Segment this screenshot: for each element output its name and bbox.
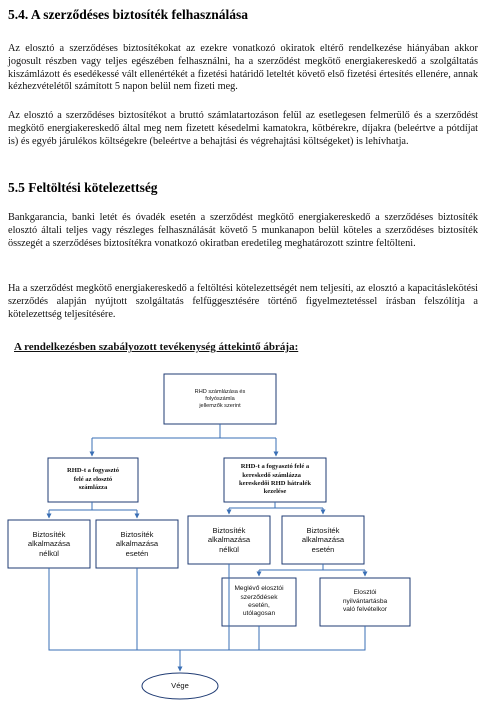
paragraph-topup-obligation: Bankgarancia, banki letét és óvadék esetén a szerződést megkötő energiakereskedő a szerződéses biztosíték elosztó általi teljes vagy részleges felhasználását követő 5 munkanapon belül köteles a szerződéses biztosíték összegét a szerződéses biztosítékra vonatkozó okiratban eredetileg meghatározott szintre feltölteni.	[8, 212, 478, 249]
section-heading-5-5: 5.5 Feltöltési kötelezettség	[8, 180, 158, 195]
connector-left-split	[49, 502, 137, 518]
connector-rrb-to-end	[180, 626, 365, 650]
connector-ll-to-end	[49, 568, 180, 650]
node-start-label: RHD számlázása és folyószámla jellemzők szerint	[194, 388, 246, 409]
connector-start-split	[92, 424, 276, 456]
node-ll-label: Biztosíték alkalmazása nélkül	[27, 529, 71, 558]
connector-rr-split	[259, 564, 365, 576]
node-rr-label: Biztosíték alkalmazása esetén	[301, 525, 345, 554]
node-rr-b-label: Elosztói nyilvántartásba való felvételkor	[342, 589, 388, 614]
node-rr-a-label: Meglévő elosztói szerződések esetén, utólagosan	[234, 585, 284, 618]
node-left-branch-label: RHD-t a fogyasztó felé az elosztó számlázza	[66, 467, 119, 492]
node-right-branch-label: RHD-t a fogyasztó felé a kereskedő számlázza ⃞ kereskedői RHD hátralék kezelése	[238, 463, 312, 496]
paragraph-topup-failure: Ha a szerződést megkötő energiakereskedő a feltöltési kötelezettségét nem teljesíti, az elosztó a kapacitáslekötési szerződés alapján nyújtott szolgáltatás felfüggesztésére történő figyelmeztetéssel írásban felszólítja a kötelezettség teljesítésére.	[8, 283, 478, 320]
connector-right-split	[229, 502, 323, 514]
section-heading-5-4: 5.4. A szerződéses biztosíték felhasználása	[8, 7, 248, 22]
node-lr-label: Biztosíték alkalmazása esetén	[115, 529, 159, 558]
paragraph-usage-extent: Az elosztó a szerződéses biztosítékot a bruttó számlatartozáson felül az esetlegesen felmerülő és a szerződést megkötő energiakereskedő által meg nem fizetett késedelmi kamatokra, kötbérekre, díjakra (beleértve a pótdíjat is) és egyéb járulékos költségekre (beleértve a behajtási és végrehajtási költségeket) is lehívhatja.	[8, 110, 478, 147]
node-end-label: Vége	[171, 681, 189, 691]
diagram-title: A rendelkezésben szabályozott tevékenység áttekintő ábrája:	[14, 341, 299, 353]
paragraph-usage-conditions: Az elosztó a szerződéses biztosítékokat az ezekre vonatkozó okiratok eltérő rendelkezése hiányában akkor jogosult részben vagy teljes egészében felhasználni, ha a szerződést megkötő energiakereskedő a szolgáltatás kiszámlázott és esedékessé vált ellenértékét a fizetési határidő leteltét követő első fizetési értesítés ellenére, annak kézhezvételétől számított 5 napon belül nem fizeti meg.	[8, 43, 478, 93]
node-rl-label: Biztosíték alkalmazása nélkül	[207, 525, 251, 554]
